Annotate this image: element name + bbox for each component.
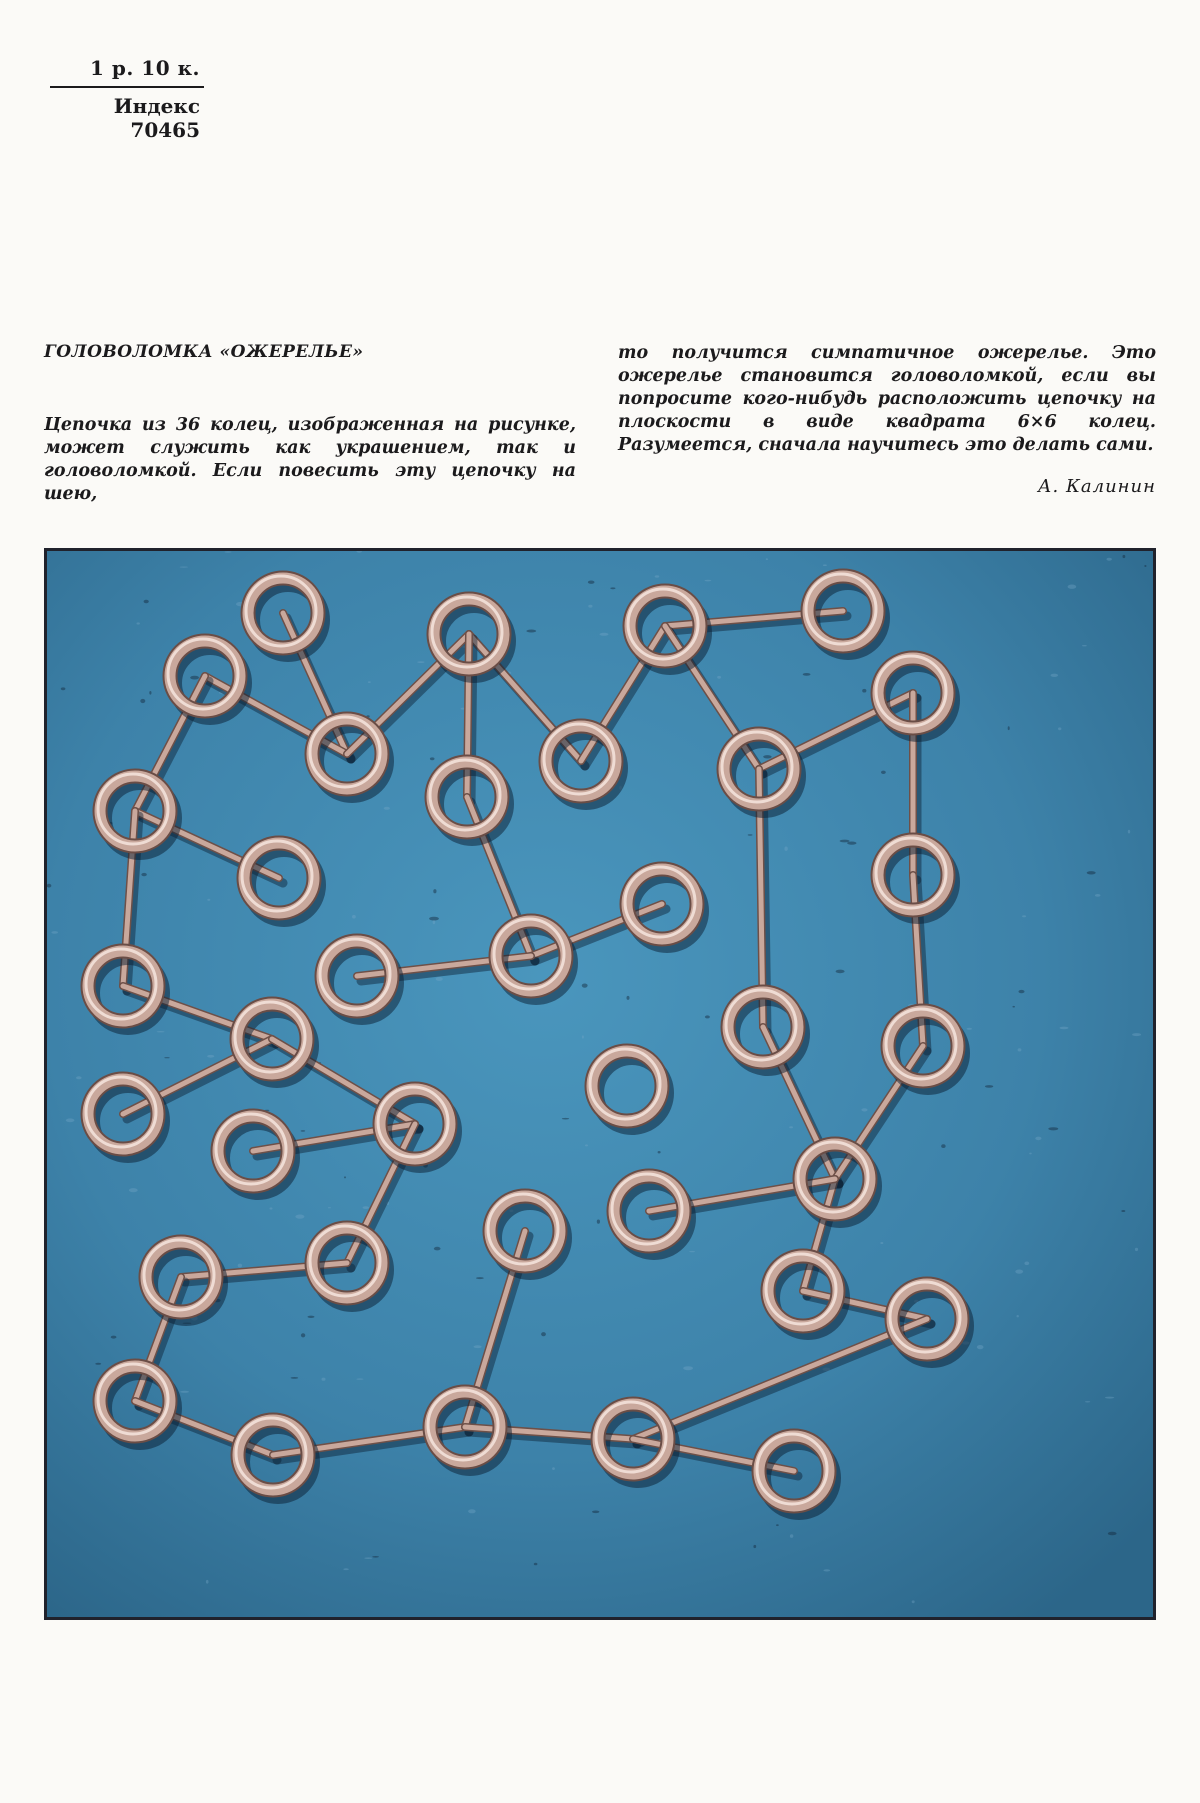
- background-speck: [343, 1568, 349, 1570]
- background-speck: [144, 600, 149, 603]
- background-speck: [433, 889, 436, 893]
- background-speck: [137, 622, 140, 624]
- background-speck: [803, 673, 811, 676]
- background-speck: [941, 1144, 945, 1148]
- background-speck: [766, 558, 768, 560]
- price-divider: [50, 86, 204, 88]
- background-speck: [364, 1557, 372, 1559]
- background-speck: [433, 920, 436, 924]
- background-speck: [1132, 1033, 1141, 1036]
- background-speck: [1024, 1262, 1029, 1266]
- background-speck: [141, 873, 146, 876]
- background-speck: [474, 1345, 482, 1348]
- background-speck: [129, 1188, 138, 1192]
- background-speck: [1087, 871, 1096, 874]
- background-speck: [356, 1378, 363, 1379]
- background-speck: [526, 630, 536, 633]
- background-speck: [301, 1130, 306, 1132]
- background-speck: [658, 1151, 661, 1153]
- background-speck: [384, 807, 390, 810]
- background-speck: [1068, 585, 1077, 589]
- background-speck: [880, 1242, 883, 1244]
- background-speck: [1048, 1127, 1058, 1130]
- background-speck: [655, 575, 660, 577]
- background-speck: [1144, 565, 1146, 567]
- background-speck: [585, 1144, 588, 1146]
- subscription-index: Индекс 70465: [113, 94, 200, 142]
- background-speck: [1135, 1248, 1138, 1251]
- article-author: А. Калинин: [1037, 476, 1156, 497]
- background-speck: [308, 1316, 315, 1318]
- background-speck: [1022, 915, 1026, 917]
- background-speck: [597, 1220, 600, 1224]
- background-speck: [776, 1524, 779, 1526]
- background-speck: [592, 1511, 599, 1514]
- background-speck: [717, 676, 721, 679]
- background-speck: [149, 691, 151, 695]
- background-speck: [1019, 990, 1025, 993]
- background-speck: [344, 1176, 346, 1178]
- background-speck: [1105, 1397, 1114, 1399]
- background-speck: [588, 581, 595, 584]
- background-speck: [238, 1264, 242, 1268]
- background-speck: [582, 984, 588, 988]
- background-speck: [328, 1207, 331, 1208]
- background-speck: [76, 1076, 82, 1079]
- background-speck: [157, 1031, 165, 1032]
- background-speck: [180, 1391, 189, 1393]
- background-speck: [1107, 558, 1112, 561]
- background-speck: [977, 1345, 984, 1349]
- background-speck: [372, 1556, 379, 1558]
- background-speck: [763, 755, 771, 758]
- background-speck: [534, 1563, 538, 1566]
- background-speck: [823, 564, 827, 566]
- background-speck: [790, 1534, 793, 1538]
- background-speck: [683, 1366, 693, 1370]
- background-speck: [1123, 555, 1126, 558]
- background-speck: [847, 842, 856, 845]
- background-speck: [368, 681, 371, 683]
- background-speck: [789, 1126, 793, 1128]
- background-speck: [417, 661, 424, 663]
- background-speck: [1060, 1027, 1069, 1030]
- background-speck: [748, 834, 753, 835]
- background-speck: [322, 1378, 326, 1381]
- background-speck: [1018, 1048, 1022, 1051]
- background-speck: [1128, 830, 1130, 834]
- background-speck: [862, 689, 866, 693]
- price: 1 р. 10 к.: [90, 56, 200, 80]
- background-speck: [1017, 1315, 1019, 1317]
- background-speck: [95, 1363, 101, 1365]
- article-title: ГОЛОВОЛОМКА «ОЖЕРЕЛЬЕ»: [44, 342, 364, 362]
- background-speck: [434, 1247, 441, 1251]
- background-speck: [301, 1333, 305, 1337]
- background-speck: [541, 1332, 546, 1336]
- background-speck: [190, 676, 199, 680]
- background-speck: [206, 1580, 209, 1584]
- background-speck: [836, 970, 845, 974]
- background-speck: [352, 915, 356, 919]
- background-speck: [164, 1057, 169, 1058]
- background-speck: [1008, 726, 1010, 730]
- background-speck: [705, 1015, 710, 1018]
- background-speck: [1029, 1153, 1032, 1155]
- background-speck: [66, 1118, 75, 1122]
- background-speck: [610, 587, 615, 589]
- background-speck: [291, 1377, 299, 1379]
- background-speck: [552, 1467, 555, 1470]
- background-speck: [985, 1085, 993, 1088]
- background-speck: [140, 699, 145, 703]
- background-speck: [588, 605, 592, 608]
- background-speck: [840, 840, 850, 843]
- background-speck: [1121, 1210, 1125, 1212]
- background-speck: [1058, 727, 1061, 730]
- background-speck: [270, 1207, 273, 1209]
- background-speck: [1085, 1401, 1090, 1402]
- article-paragraph-right: то получится симпатичное ожерелье. Это ожерелье становится головоломкой, если вы попросите кого-нибудь расположить цепочку на плоскости в виде квадрата 6×6 колец. Разумеется, сначала научитесь это делать сами.: [618, 343, 1156, 455]
- background-speck: [689, 1251, 695, 1252]
- background-speck: [627, 996, 630, 1000]
- background-speck: [207, 899, 210, 901]
- background-speck: [1035, 1137, 1041, 1141]
- background-speck: [476, 1277, 484, 1279]
- background-speck: [823, 1569, 830, 1571]
- background-speck: [753, 1545, 756, 1548]
- background-speck: [967, 1028, 973, 1030]
- article-paragraph-left: Цепочка из 36 колец, изображенная на рисунке, может служить как украшением, так и головоломкой. Если повесить эту цепочку на шею,: [44, 415, 576, 504]
- background-speck: [1051, 674, 1059, 677]
- background-speck: [600, 633, 609, 636]
- background-speck: [1095, 894, 1101, 897]
- background-speck: [861, 1108, 867, 1111]
- background-speck: [430, 757, 435, 760]
- background-speck: [180, 567, 188, 568]
- background-speck: [1012, 1006, 1015, 1008]
- background-speck: [912, 1600, 915, 1603]
- necklace-photo: [44, 548, 1156, 1620]
- background-speck: [436, 977, 443, 981]
- background-speck: [468, 1509, 476, 1513]
- background-speck: [582, 1035, 584, 1038]
- background-speck: [111, 1336, 117, 1339]
- background-speck: [429, 917, 439, 921]
- background-speck: [225, 551, 232, 552]
- background-speck: [51, 931, 58, 934]
- background-speck: [705, 580, 712, 582]
- background-speck: [881, 771, 886, 774]
- background-speck: [1108, 1532, 1117, 1536]
- background-speck: [363, 1206, 369, 1209]
- background-speck: [784, 847, 787, 851]
- background-speck: [295, 1215, 304, 1219]
- background-speck: [1015, 1270, 1023, 1274]
- price-block: [44, 56, 204, 142]
- background-speck: [61, 687, 66, 690]
- background-speck: [207, 1055, 214, 1058]
- necklace-illustration: [47, 551, 1153, 1617]
- background-speck: [562, 1118, 569, 1120]
- background-speck: [1082, 645, 1087, 646]
